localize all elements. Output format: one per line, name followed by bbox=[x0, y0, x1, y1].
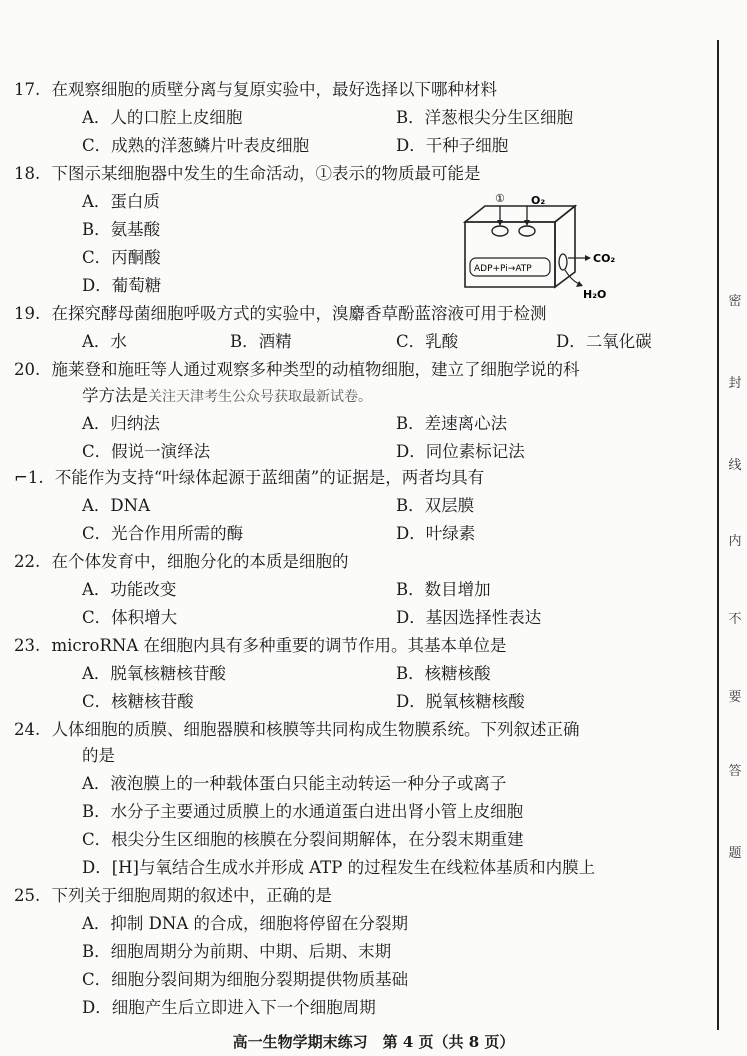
question-stem: 下图示某细胞器中发生的生命活动，①表示的物质最可能是 bbox=[51, 164, 481, 183]
option-b: B．差速离心法 bbox=[396, 414, 508, 433]
option-c: C．丙酮酸 bbox=[82, 248, 161, 267]
option-b: B．洋葱根尖分生区细胞 bbox=[396, 108, 574, 127]
option-a: A．DNA bbox=[82, 496, 150, 515]
option-a: A．液泡膜上的一种载体蛋白只能主动转运一种分子或离子 bbox=[82, 774, 507, 793]
question-23 bbox=[14, 634, 507, 658]
question-stem: 在个体发育中，细胞分化的本质是细胞的 bbox=[51, 552, 349, 571]
question-25 bbox=[14, 884, 332, 908]
option-c: C．成熟的洋葱鳞片叶表皮细胞 bbox=[82, 136, 310, 155]
option-a: A．归纳法 bbox=[82, 414, 160, 433]
option-a: A．水 bbox=[82, 332, 127, 351]
page-footer: 高一生物学期末练习 第 4 页（共 8 页） bbox=[232, 1033, 515, 1051]
exit-pore bbox=[559, 254, 567, 270]
box-front bbox=[465, 222, 555, 287]
question-number: 22. bbox=[14, 552, 41, 571]
question-stem: 在探究酵母菌细胞呼吸方式的实验中，溴麝香草酚蓝溶液可用于检测 bbox=[51, 304, 547, 323]
question-number: 17. bbox=[14, 80, 41, 99]
question-19 bbox=[14, 302, 547, 326]
option-b: B．细胞周期分为前期、中期、后期、末期 bbox=[82, 942, 392, 961]
option-b: B．核糖核酸 bbox=[396, 664, 491, 683]
organelle-diagram bbox=[455, 192, 625, 302]
option-b: B．双层膜 bbox=[396, 496, 475, 515]
question-17 bbox=[14, 78, 497, 102]
box-side bbox=[555, 206, 575, 287]
question-number: ⌐1. bbox=[14, 468, 44, 487]
option-c: C．核糖核苷酸 bbox=[82, 692, 194, 711]
option-a: A．抑制 DNA 的合成，细胞将停留在分裂期 bbox=[82, 914, 408, 933]
option-b: B．氨基酸 bbox=[82, 220, 161, 239]
option-b: B．酒精 bbox=[230, 332, 292, 351]
option-d: D．叶绿素 bbox=[396, 524, 476, 543]
arrow-in-1-head bbox=[497, 220, 503, 226]
option-d: D．葡萄糖 bbox=[82, 276, 162, 295]
binding-char: 内 bbox=[728, 534, 742, 549]
binding-char: 不 bbox=[728, 612, 742, 627]
entry-pore-2 bbox=[519, 226, 535, 236]
question-stem: 不能作为支持“叶绿体起源于蓝细菌”的证据是，两者均具有 bbox=[54, 468, 485, 487]
option-d: D．干种子细胞 bbox=[396, 136, 509, 155]
question-24 bbox=[14, 718, 580, 742]
binding-char: 密 bbox=[728, 294, 742, 309]
option-c: C．体积增大 bbox=[82, 608, 178, 627]
question-stem: 下列关于细胞周期的叙述中，正确的是 bbox=[51, 886, 332, 905]
watermark-text: 关注天津考生公众号获取最新试卷。 bbox=[148, 389, 372, 405]
option-a: A．人的口腔上皮细胞 bbox=[82, 108, 243, 127]
question-stem: 在观察细胞的质壁分离与复原实验中，最好选择以下哪种材料 bbox=[51, 80, 497, 99]
question-stem: 施莱登和施旺等人通过观察多种类型的动植物细胞，建立了细胞学说的科 bbox=[51, 360, 580, 379]
binding-char: 要 bbox=[728, 690, 742, 705]
arrow-h2o-head bbox=[576, 281, 583, 287]
question-18 bbox=[14, 162, 481, 186]
question-stem-cont: 的是 bbox=[82, 746, 115, 765]
option-d: D．基因选择性表达 bbox=[396, 608, 542, 627]
option-c: C．根尖分生区细胞的核膜在分裂间期解体，在分裂末期重建 bbox=[82, 830, 524, 849]
question-number: 19. bbox=[14, 304, 41, 323]
question-number: 20. bbox=[14, 360, 41, 379]
option-c: C．假说一演绎法 bbox=[82, 442, 211, 461]
option-c: C．细胞分裂间期为细胞分裂期提供物质基础 bbox=[82, 970, 409, 989]
label-co2: CO₂ bbox=[593, 252, 616, 265]
binding-char: 答 bbox=[728, 764, 742, 779]
question-stem: microRNA 在细胞内具有多种重要的调节作用。其基本单位是 bbox=[51, 636, 507, 655]
question-stem-cont: 学方法是 bbox=[82, 386, 148, 405]
option-d: D．二氧化碳 bbox=[556, 332, 652, 351]
label-1: ① bbox=[495, 192, 505, 205]
question-22 bbox=[14, 550, 349, 574]
option-c: C．乳酸 bbox=[396, 332, 459, 351]
label-o2: O₂ bbox=[531, 194, 546, 207]
option-a: A．功能改变 bbox=[82, 580, 177, 599]
option-d: D．脱氧核糖核酸 bbox=[396, 692, 525, 711]
question-number: 25. bbox=[14, 886, 41, 905]
label-reaction: ADP+Pi→ATP bbox=[474, 264, 532, 274]
arrow-in-2-head bbox=[524, 220, 530, 226]
binding-char: 题 bbox=[728, 846, 742, 861]
option-a: A．脱氧核糖核苷酸 bbox=[82, 664, 226, 683]
binding-char: 线 bbox=[728, 458, 742, 473]
question-number: 23. bbox=[14, 636, 41, 655]
option-b: B．数目增加 bbox=[396, 580, 491, 599]
question-21 bbox=[14, 466, 484, 490]
option-d: D．细胞产生后立即进入下一个细胞周期 bbox=[82, 998, 376, 1017]
entry-pore-1 bbox=[492, 226, 508, 236]
binding-char: 封 bbox=[728, 376, 742, 391]
question-stem: 人体细胞的质膜、细胞器膜和核膜等共同构成生物膜系统。下列叙述正确 bbox=[51, 720, 580, 739]
option-a: A．蛋白质 bbox=[82, 192, 160, 211]
question-number: 18. bbox=[14, 164, 41, 183]
option-b: B．水分子主要通过质膜上的水通道蛋白进出肾小管上皮细胞 bbox=[82, 802, 524, 821]
question-20-cont bbox=[82, 384, 372, 409]
option-d: D．[H]与氧结合生成水并形成 ATP 的过程发生在线粒体基质和内膜上 bbox=[82, 858, 596, 877]
option-d: D．同位素标记法 bbox=[396, 442, 525, 461]
label-h2o: H₂O bbox=[583, 288, 607, 301]
arrow-co2-head bbox=[585, 255, 591, 261]
option-c: C．光合作用所需的酶 bbox=[82, 524, 244, 543]
question-number: 24. bbox=[14, 720, 41, 739]
question-20 bbox=[14, 358, 580, 382]
binding-rule bbox=[717, 40, 719, 1030]
